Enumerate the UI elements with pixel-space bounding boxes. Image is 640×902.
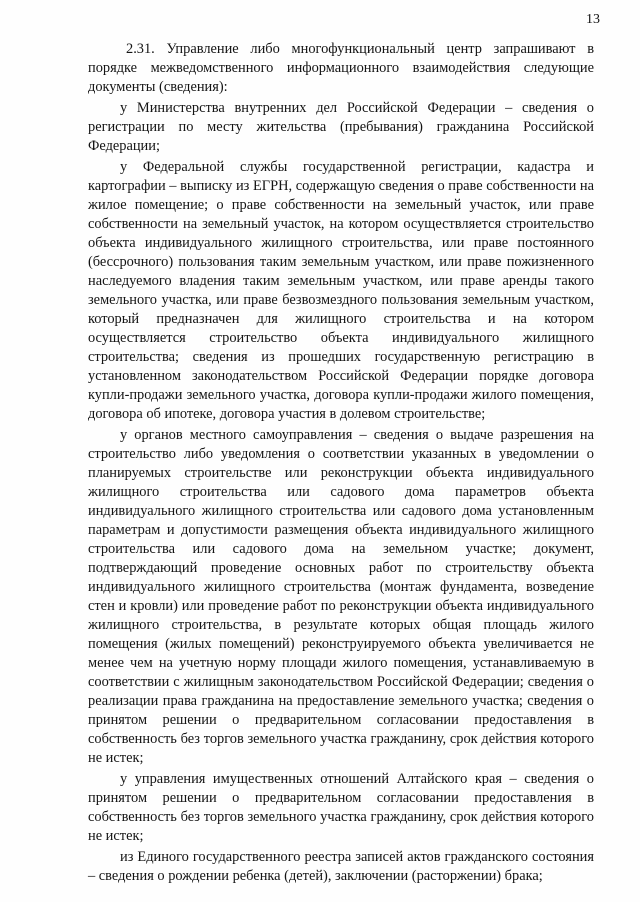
page-number: 13	[586, 12, 600, 27]
paragraph-mvd: у Министерства внутренних дел Российской Федерации – сведения о регистрации по месту жительства (пребывания) гражданина Российской Федерации;	[88, 100, 594, 154]
paragraph-2-31-intro: 2.31. Управление либо многофункциональный центр запрашивают в порядке межведомственного информационного взаимодействия следующие документы (сведения):	[88, 41, 594, 95]
document-body	[88, 40, 594, 888]
paragraph-local-government: у органов местного самоуправления – сведения о выдаче разрешения на строительство либо уведомления о соответствии указанных в уведомлении о планируемых строительстве или реконструкции объекта индивидуального жилищного строительства или садового дома параметров объекта индивидуального жилищного строительства или садового дома установленным параметрам и допустимости размещения объекта индивидуального жилищного строительства или садового дома на земельном участке; документ, подтверждающий проведение основных работ по строительству объекта индивидуального жилищного строительства (монтаж фундамента, возведение стен и кровли) или проведение работ по реконструкции объекта индивидуального жилищного строительства, в результате которых общая площадь жилого помещения (жилых помещений) реконструируемого объекта увеличивается не менее чем на учетную норму площади жилого помещения, устанавливаемую в соответствии с жилищным законодательством Российской Федерации; сведения о реализации права гражданина на предоставление земельного участка; сведения о принятом решении о предварительном согласовании предоставления в собственность без торгов земельного участка гражданину, срок действия которого не истек;	[88, 427, 594, 766]
paragraph-rosreestr: у Федеральной службы государственной регистрации, кадастра и картографии – выписку из ЕГРН, содержащую сведения о праве собственности на жилое помещение; о праве собственности на земельный участок, или праве собственности на земельный участок, на котором осуществляется строительство объекта индивидуального жилищного строительства, или праве постоянного (бессрочного) пользования таким земельным участком, или праве пожизненного наследуемого владения таким земельным участком, или праве аренды такого земельного участка, или праве безвозмездного пользования земельным участком, который предназначен для жилищного строительства и на котором осуществляется строительство объекта индивидуального жилищного строительства; сведения из прошедших государственную регистрацию в установленном законодательством Российской Федерации порядке договора купли-продажи земельного участка, договора купли-продажи жилого помещения, договора об ипотеке, договора участия в долевом строительстве;	[88, 159, 594, 422]
paragraph-property-department: у управления имущественных отношений Алтайского края – сведения о принятом решении о предварительном согласовании предоставления в собственность без торгов земельного участка гражданину, срок действия которого не истек;	[88, 771, 594, 844]
paragraph-civil-registry: из Единого государственного реестра записей актов гражданского состояния – сведения о рождении ребенка (детей), заключении (расторжении) брака;	[88, 849, 594, 884]
